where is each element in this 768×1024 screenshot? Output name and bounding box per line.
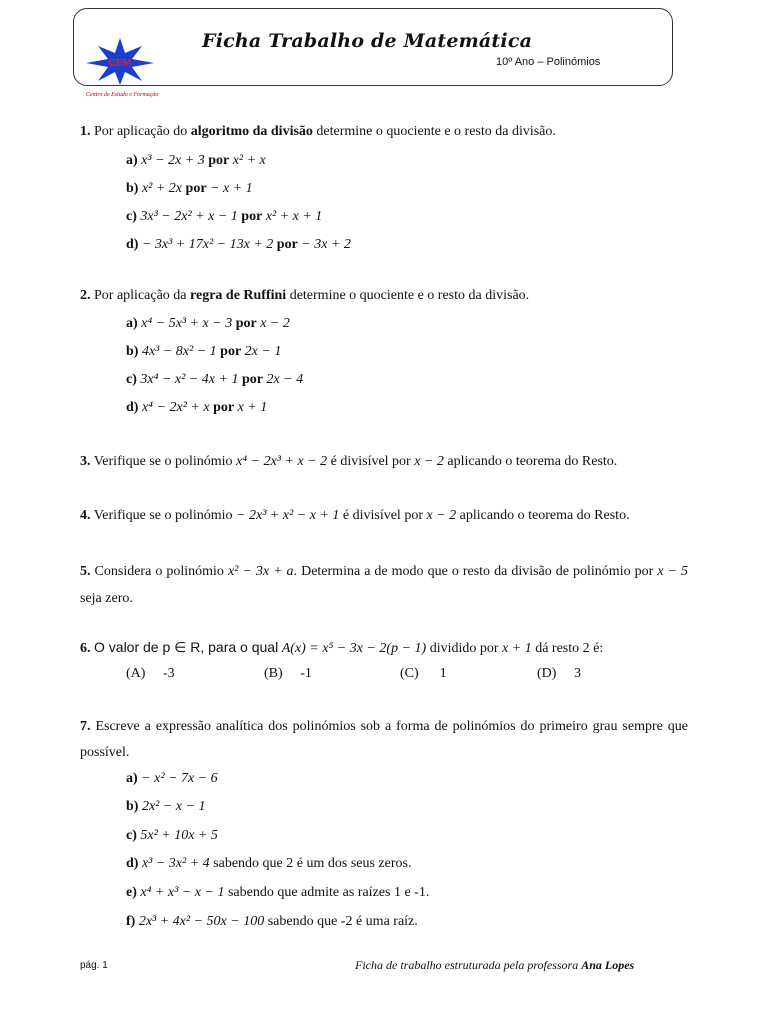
q1-post: determine o quociente e o resto da divisão.: [316, 124, 556, 139]
q7-item-a: a) − x² − 7x − 6: [126, 771, 218, 786]
q2-item-a: a) x⁴ − 5x³ + x − 3 por x − 2: [126, 316, 290, 331]
page-subtitle: 10º Ano – Polinómios: [496, 56, 601, 68]
page-title: Ficha Trabalho de Matemática: [202, 30, 533, 52]
question-6: 6. O valor de p ∈ R, para o qual A(x) = x⁵ − 3x − 2(p − 1) dividido por x + 1 dá resto 2 é:: [80, 639, 604, 656]
question-5: 5. Considera o polinómio x² − 3x + a. Determina a de modo que o resto da divisão de polinómio por x − 5 seja zero.: [80, 564, 689, 606]
logo-text: CEM: [108, 58, 132, 69]
q1-number: 1.: [80, 124, 91, 139]
q7-item-e: e) x⁴ + x³ − x − 1 sabendo que admite as raízes 1 e -1.: [126, 885, 430, 900]
question-2: 2. Por aplicação da regra de Ruffini determine o quociente e o resto da divisão.: [80, 288, 530, 303]
q1-pre: Por aplicação do: [94, 124, 188, 139]
q1-item-d: d) − 3x³ + 17x² − 13x + 2 por − 3x + 2: [126, 237, 351, 252]
footer-credit: Ficha de trabalho estruturada pela professora Ana Lopes: [355, 958, 635, 972]
q6-option-c: (C) 1: [400, 666, 447, 681]
q7-item-d: d) x³ − 3x² + 4 sabendo que 2 é um dos seus zeros.: [126, 856, 412, 871]
q1-item-b: b) x² + 2x por − x + 1: [126, 181, 253, 196]
q1-bold: algoritmo da divisão: [190, 124, 313, 139]
q6-option-b: (B) -1: [264, 666, 312, 681]
q2-item-c: c) 3x⁴ − x² − 4x + 1 por 2x − 4: [126, 372, 304, 387]
question-4: 4. Verifique se o polinómio − 2x³ + x² − x + 1 é divisível por x − 2 aplicando o teorema do Resto.: [80, 508, 630, 523]
q1-item-a: a) x³ − 2x + 3 por x² + x: [126, 153, 266, 168]
q7-item-b: b) 2x² − x − 1: [126, 799, 206, 814]
question-7: 7. Escreve a expressão analítica dos polinómios sob a forma de polinómios do primeiro grau sempre que possível.: [80, 719, 689, 760]
q6-option-a: (A) -3: [126, 666, 175, 681]
page-number: pág. 1: [80, 960, 108, 971]
question-3: 3. Verifique se o polinómio x⁴ − 2x³ + x − 2 é divisível por x − 2 aplicando o teorema do Resto.: [80, 454, 618, 469]
logo-star-icon: [84, 36, 156, 86]
q7-item-f: f) 2x³ + 4x² − 50x − 100 sabendo que -2 é uma raíz.: [126, 914, 418, 929]
q2-number: 2.: [80, 288, 91, 303]
question-1: [80, 122, 556, 142]
logo-caption: Centro de Estudo e Formação: [86, 92, 159, 98]
q7-item-c: c) 5x² + 10x + 5: [126, 828, 218, 843]
q2-item-b: b) 4x³ − 8x² − 1 por 2x − 1: [126, 344, 282, 359]
q2-item-d: d) x⁴ − 2x² + x por x + 1: [126, 400, 268, 415]
q1-item-c: c) 3x³ − 2x² + x − 1 por x² + x + 1: [126, 209, 323, 224]
q6-option-d: (D) 3: [537, 666, 581, 681]
